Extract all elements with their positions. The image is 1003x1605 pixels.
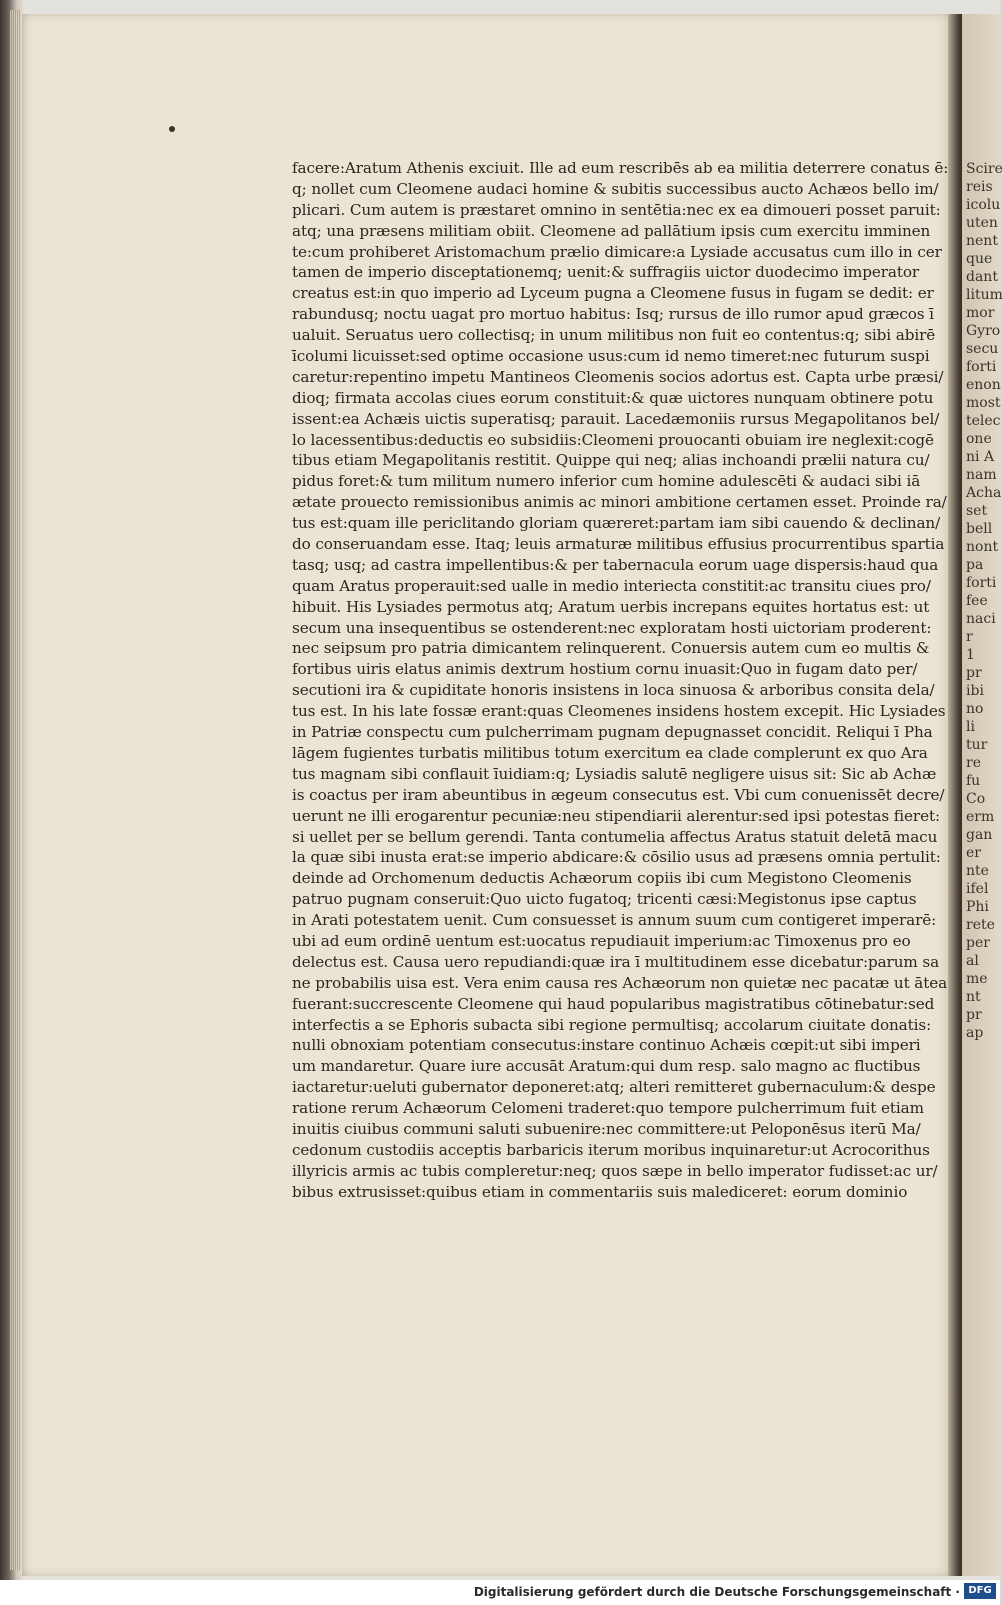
text-line: ubi ad eum ordinē uentum est:uocatus repudiauit imperium:ac Timoxenus pro eo xyxy=(292,931,911,950)
text-line: secutioni ira & cupiditate honoris insistens in loca sinuosa & arboribus consita dela/ xyxy=(292,681,935,700)
text-line: in Patriæ conspectu cum pulcherrimam pugnam depugnasset concidit. Reliqui ī Pha xyxy=(292,723,933,742)
text-line: facere:Aratum Athenis exciuit. Ille ad eum rescribēs ab ea militia deterrere conatus ē: xyxy=(292,159,949,177)
text-line: nec seipsum pro patria dimicantem relinquerent. Conuersis autem cum eo multis & xyxy=(292,639,930,658)
main-text-block xyxy=(292,158,949,1203)
text-line: tasq; usq; ad castra impellentibus:& per tabernacula eorum uage dispersis:haud qua xyxy=(292,555,939,574)
text-line: ne probabilis uisa est. Vera enim causa res Achæorum non quietæ nec pacatæ ut ātea xyxy=(292,973,948,992)
book-gutter xyxy=(948,14,962,1576)
text-line: tus est. In his late fossæ erant:quas Cleomenes insidens hostem excepit. Hic Lysiades xyxy=(292,702,946,721)
text-line: rabundusq; noctu uagat pro mortuo habitus: Isq; rursus de illo rumor apud græcos ī xyxy=(292,305,934,324)
text-line: nulli obnoxiam potentiam consecutus:instare continuo Achæis cœpit:ut sibi imperi xyxy=(292,1036,921,1055)
text-line: tus est:quam ille periclitando gloriam quæreret:partam iam sibi cauendo & declinan/ xyxy=(292,514,941,533)
dfg-logo: DFG xyxy=(964,1583,996,1599)
text-line: um mandaretur. Quare iure accusāt Aratum:qui dum resp. salo magno ac fluctibus xyxy=(292,1057,921,1076)
text-line: cedonum custodiis acceptis barbaricis iterum moribus inquinaretur:ut Acrocorithus xyxy=(292,1140,930,1159)
text-line: inuitis ciuibus communi saluti subuenire:nec committere:ut Peloponēsus iterū Ma/ xyxy=(292,1119,921,1138)
text-line: tus magnam sibi conflauit īuidiam:q; Lysiadis salutē negligere uisus sit: Sic ab Achæ xyxy=(292,764,937,783)
text-line: in Arati potestatem uenit. Cum consuesset is annum suum cum contigeret imperarē: xyxy=(292,911,937,930)
text-line: is coactus per iram abeuntibus in ægeum consecutus est. Vbi cum conuenissēt decre/ xyxy=(292,785,945,804)
text-line: atq; una præsens militiam obiit. Cleomene ad pallātium ipsis cum exercitu imminen xyxy=(292,221,931,240)
text-line: tamen de imperio disceptationemq; uenit:& suffragiis uictor duodecimo imperator xyxy=(292,263,920,282)
text-line: te:cum prohiberet Aristomachum prælio dimicare:a Lysiade accusatus cum illo in cer xyxy=(292,242,942,261)
text-line: iactaretur:ueluti gubernator deponeret:atq; alteri remitteret gubernaculum:& despe xyxy=(292,1078,936,1097)
text-line: caretur:repentino impetu Mantineos Cleomenis socios adortus est. Capta urbe præsi/ xyxy=(292,367,944,386)
text-line: si uellet per se bellum gerendi. Tanta contumelia affectus Aratus statuit deletā macu xyxy=(292,827,938,846)
text-line: secum una insequentibus se ostenderent:nec exploratam hosti uictoriam proderent: xyxy=(292,618,932,637)
text-line: interfectis a se Ephoris subacta sibi regione permultisq; accolarum ciuitate donatis: xyxy=(292,1015,932,1034)
text-line: fuerant:succrescente Cleomene qui haud popularibus magistratibus cōtinebatur:sed xyxy=(292,994,935,1013)
text-line: lāgem fugientes turbatis militibus totum exercitum ea clade complerunt ex quo Ara xyxy=(292,743,928,762)
text-line: ætate prouecto remissionibus animis ac minori ambitione certamen esset. Proinde ra/ xyxy=(292,493,947,512)
text-line: fortibus uiris elatus animis dextrum hostium cornu inuasit:Quo in fugam dato per/ xyxy=(292,660,918,679)
text-line: q; nollet cum Cleomene audaci homine & subitis successibus aucto Achæos bello im/ xyxy=(292,179,939,198)
text-line: ratione rerum Achæorum Celomeni traderet:quo tempore pulcherrimum fuit etiam xyxy=(292,1099,924,1118)
text-line: īcolumi licuisset:sed optime occasione usus:cum id nemo timeret:nec futurum suspi xyxy=(292,347,930,366)
text-line: tibus etiam Megapolitanis restitit. Quippe qui neq; alias inchoandi prælii natura cu/ xyxy=(292,451,930,470)
text-line: ualuit. Seruatus uero collectisq; in unum militibus non fuit eo contentus:q; sibi abirē xyxy=(292,326,936,345)
facing-page-text-fragments: Scire reis icolu uten nent que dant litum mor Gyro secu forti enon most telec one ni A nam Acha set bell nont pa forti fee naci r 1 pr ibi no li tur re fu Co erm gan er nte ifel Phi rete per al me nt pr ap xyxy=(966,161,1003,1041)
page-stack xyxy=(10,10,20,1570)
text-line: pidus foret:& tum militum numero inferior cum homine adulescēti & audaci sibi iā xyxy=(292,472,921,491)
text-line: plicari. Cum autem is præstaret omnino in sentētia:nec ex ea dimoueri posset paruit: xyxy=(292,200,941,219)
text-line: lo lacessentibus:deductis eo subsidiis:Cleomeni prouocanti obuiam ire neglexit:cogē xyxy=(292,430,934,449)
text-line: do conseruandam esse. Itaq; leuis armaturæ militibus effusius procurrentibus spartia xyxy=(292,535,945,554)
text-line: illyricis armis ac tubis compleretur:neq; quos sæpe in bello imperator fudisset:ac ur/ xyxy=(292,1161,938,1180)
text-line: quam Aratus properauit:sed ualle in medio interiecta constitit:ac transitu ciues pro/ xyxy=(292,576,931,595)
text-line: hibuit. His Lysiades permotus atq; Aratum uerbis increpans equites hortatus est: ut xyxy=(292,597,930,616)
text-line: patruo pugnam conseruit:Quo uicto fugatoq; tricenti cæsi:Megistonus ipse captus xyxy=(292,890,917,909)
text-line: issent:ea Achæis uictis superatisq; parauit. Lacedæmoniis rursus Megapolitanos bel/ xyxy=(292,409,940,428)
text-line: bibus extrusisset:quibus etiam in commentariis suis malediceret: eorum dominio xyxy=(292,1182,908,1201)
text-line: la quæ sibi inusta erat:se imperio abdicare:& cōsilio usus ad præsens omnia pertulit: xyxy=(292,848,941,867)
digitization-credit: Digitalisierung gefördert durch die Deutsche Forschungsgemeinschaft · xyxy=(473,1585,960,1599)
text-line: delectus est. Causa uero repudiandi:quæ ira ī multitudinem esse dicebatur:parum sa xyxy=(292,952,940,971)
text-line: deinde ad Orchomenum deductis Achæorum copiis ibi cum Megistono Cleomenis xyxy=(292,869,912,888)
text-line: creatus est:in quo imperio ad Lyceum pugna a Cleomene fusus in fugam se dedit: er xyxy=(292,284,934,303)
ink-speck xyxy=(169,126,175,132)
text-line: uerunt ne illi erogarentur pecuniæ:neu stipendiarii alerentur:sed ipsi potestas fieret: xyxy=(292,806,940,825)
text-line: dioq; firmata accolas ciues eorum constituit:& quæ uictores nunquam obtinere potu xyxy=(292,388,934,407)
